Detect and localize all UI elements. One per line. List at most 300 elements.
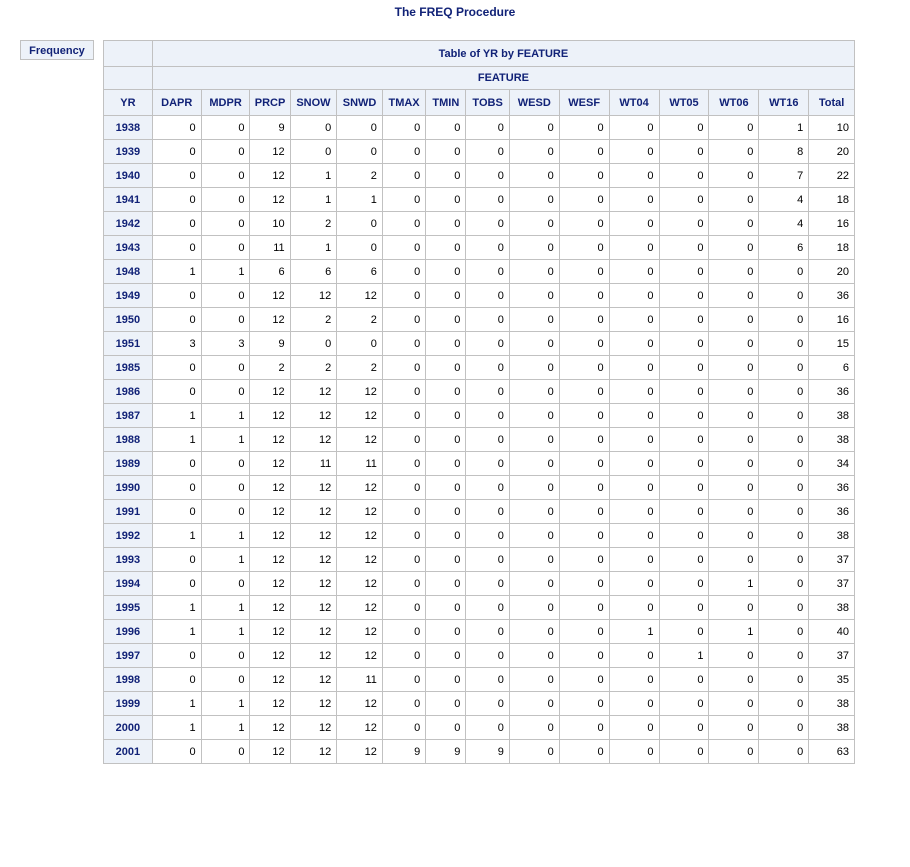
frequency-cell: 12 (337, 284, 383, 308)
frequency-cell: 6 (250, 260, 290, 284)
table-row (104, 428, 855, 452)
row-header-year: 1942 (104, 212, 153, 236)
frequency-cell: 1 (152, 524, 201, 548)
table-row (104, 596, 855, 620)
table-row (104, 572, 855, 596)
frequency-cell: 11 (290, 452, 337, 476)
frequency-cell: 0 (659, 356, 709, 380)
frequency-cell: 0 (759, 740, 809, 764)
frequency-cell: 0 (382, 356, 425, 380)
frequency-cell: 0 (659, 332, 709, 356)
frequency-cell: 0 (201, 476, 250, 500)
frequency-cell: 12 (250, 188, 290, 212)
frequency-cell: 0 (559, 548, 609, 572)
frequency-cell: 0 (759, 356, 809, 380)
frequency-cell: 12 (290, 668, 337, 692)
frequency-cell: 0 (559, 308, 609, 332)
frequency-cell: 0 (509, 452, 559, 476)
frequency-cell: 1 (152, 620, 201, 644)
frequency-cell: 0 (509, 428, 559, 452)
row-header-year: 1948 (104, 260, 153, 284)
frequency-cell: 0 (709, 692, 759, 716)
frequency-cell: 0 (426, 308, 466, 332)
column-header-wesd: WESD (509, 90, 559, 116)
frequency-cell: 0 (466, 428, 509, 452)
frequency-cell: 1 (152, 716, 201, 740)
table-row (104, 212, 855, 236)
column-header-wt16: WT16 (759, 90, 809, 116)
cell-legend-frequency: Frequency (20, 40, 94, 60)
frequency-cell: 0 (290, 332, 337, 356)
frequency-cell: 0 (382, 260, 425, 284)
frequency-cell: 12 (290, 716, 337, 740)
frequency-cell: 1 (659, 644, 709, 668)
frequency-cell: 0 (609, 164, 659, 188)
frequency-cell: 0 (609, 116, 659, 140)
table-row (104, 380, 855, 404)
table-row (104, 236, 855, 260)
frequency-cell: 6 (337, 260, 383, 284)
row-header-year: 2000 (104, 716, 153, 740)
frequency-cell: 0 (466, 164, 509, 188)
frequency-cell: 12 (250, 572, 290, 596)
frequency-cell: 0 (382, 668, 425, 692)
frequency-cell: 0 (201, 188, 250, 212)
frequency-cell: 12 (250, 740, 290, 764)
frequency-cell: 0 (201, 668, 250, 692)
frequency-cell: 0 (382, 548, 425, 572)
frequency-cell: 0 (509, 188, 559, 212)
frequency-cell: 0 (609, 500, 659, 524)
frequency-cell: 0 (559, 116, 609, 140)
frequency-cell: 0 (426, 116, 466, 140)
table-row (104, 188, 855, 212)
frequency-cell: 0 (709, 188, 759, 212)
frequency-cell: 0 (201, 500, 250, 524)
frequency-cell: 0 (509, 236, 559, 260)
frequency-cell: 0 (659, 380, 709, 404)
frequency-cell: 0 (466, 716, 509, 740)
frequency-cell: 0 (426, 188, 466, 212)
frequency-cell: 1 (290, 164, 337, 188)
frequency-cell: 0 (466, 668, 509, 692)
frequency-cell: 0 (337, 332, 383, 356)
frequency-cell: 6 (290, 260, 337, 284)
frequency-cell: 0 (290, 140, 337, 164)
frequency-cell: 0 (382, 332, 425, 356)
frequency-cell: 0 (426, 620, 466, 644)
frequency-cell: 12 (337, 740, 383, 764)
frequency-cell: 9 (466, 740, 509, 764)
frequency-cell: 2 (337, 164, 383, 188)
frequency-cell: 12 (337, 524, 383, 548)
frequency-cell: 0 (659, 116, 709, 140)
frequency-cell: 0 (466, 596, 509, 620)
frequency-cell: 0 (201, 356, 250, 380)
column-header-tobs: TOBS (466, 90, 509, 116)
frequency-cell: 0 (509, 476, 559, 500)
frequency-cell: 9 (382, 740, 425, 764)
frequency-cell: 0 (466, 548, 509, 572)
frequency-cell: 2 (337, 308, 383, 332)
frequency-cell: 12 (337, 428, 383, 452)
table-row (104, 620, 855, 644)
column-header-snwd: SNWD (337, 90, 383, 116)
frequency-cell: 0 (709, 260, 759, 284)
frequency-cell: 18 (809, 236, 855, 260)
frequency-cell: 0 (426, 524, 466, 548)
frequency-cell: 15 (809, 332, 855, 356)
row-header-year: 1998 (104, 668, 153, 692)
row-header-year: 1938 (104, 116, 153, 140)
table-row (104, 452, 855, 476)
frequency-cell: 0 (559, 716, 609, 740)
frequency-cell: 0 (382, 452, 425, 476)
frequency-cell: 0 (152, 308, 201, 332)
frequency-cell: 0 (382, 164, 425, 188)
frequency-cell: 0 (759, 548, 809, 572)
frequency-cell: 16 (809, 308, 855, 332)
frequency-cell: 0 (426, 428, 466, 452)
frequency-cell: 0 (759, 524, 809, 548)
column-header-wt05: WT05 (659, 90, 709, 116)
frequency-cell: 0 (382, 692, 425, 716)
frequency-cell: 0 (337, 236, 383, 260)
frequency-cell: 0 (382, 428, 425, 452)
frequency-cell: 0 (509, 668, 559, 692)
frequency-cell: 0 (609, 716, 659, 740)
row-header-year: 1941 (104, 188, 153, 212)
frequency-cell: 0 (152, 212, 201, 236)
frequency-cell: 63 (809, 740, 855, 764)
frequency-cell: 0 (382, 500, 425, 524)
frequency-cell: 0 (609, 428, 659, 452)
frequency-cell: 0 (466, 284, 509, 308)
row-header-year: 1950 (104, 308, 153, 332)
frequency-cell: 0 (152, 668, 201, 692)
frequency-cell: 0 (559, 212, 609, 236)
frequency-cell: 0 (509, 212, 559, 236)
frequency-cell: 0 (426, 500, 466, 524)
frequency-cell: 0 (466, 116, 509, 140)
frequency-cell: 0 (559, 236, 609, 260)
frequency-cell: 0 (509, 740, 559, 764)
column-header-snow: SNOW (290, 90, 337, 116)
frequency-cell: 1 (609, 620, 659, 644)
frequency-cell: 0 (466, 356, 509, 380)
frequency-cell: 0 (509, 620, 559, 644)
frequency-cell: 1 (201, 620, 250, 644)
row-header-year: 1996 (104, 620, 153, 644)
row-header-year: 1990 (104, 476, 153, 500)
frequency-cell: 0 (201, 308, 250, 332)
frequency-cell: 2 (290, 356, 337, 380)
frequency-cell: 0 (509, 596, 559, 620)
frequency-cell: 0 (152, 356, 201, 380)
frequency-cell: 0 (426, 380, 466, 404)
frequency-cell: 0 (609, 548, 659, 572)
frequency-cell: 0 (509, 260, 559, 284)
frequency-cell: 0 (201, 380, 250, 404)
frequency-cell: 0 (759, 308, 809, 332)
frequency-cell: 12 (337, 404, 383, 428)
frequency-cell: 0 (337, 116, 383, 140)
frequency-cell: 0 (609, 404, 659, 428)
frequency-cell: 0 (426, 356, 466, 380)
frequency-cell: 0 (759, 596, 809, 620)
frequency-cell: 0 (659, 308, 709, 332)
frequency-cell: 0 (426, 452, 466, 476)
frequency-cell: 0 (509, 164, 559, 188)
frequency-cell: 0 (426, 476, 466, 500)
frequency-cell: 0 (466, 644, 509, 668)
row-header-year: 1939 (104, 140, 153, 164)
frequency-cell: 12 (337, 572, 383, 596)
frequency-cell: 0 (709, 644, 759, 668)
frequency-cell: 20 (809, 140, 855, 164)
table-row (104, 476, 855, 500)
frequency-cell: 0 (466, 692, 509, 716)
frequency-cell: 0 (659, 164, 709, 188)
frequency-cell: 0 (509, 644, 559, 668)
frequency-cell: 0 (759, 380, 809, 404)
frequency-cell: 12 (337, 620, 383, 644)
row-header-year: 1989 (104, 452, 153, 476)
frequency-cell: 12 (250, 644, 290, 668)
column-header-tmax: TMAX (382, 90, 425, 116)
frequency-cell: 0 (382, 524, 425, 548)
column-header-mdpr: MDPR (201, 90, 250, 116)
frequency-cell: 0 (201, 452, 250, 476)
frequency-cell: 12 (337, 476, 383, 500)
frequency-cell: 0 (466, 380, 509, 404)
frequency-cell: 0 (152, 140, 201, 164)
column-header-wt04: WT04 (609, 90, 659, 116)
frequency-cell: 12 (290, 596, 337, 620)
frequency-cell: 12 (290, 644, 337, 668)
row-header-year: 1997 (104, 644, 153, 668)
frequency-cell: 0 (152, 740, 201, 764)
frequency-cell: 0 (609, 140, 659, 164)
frequency-cell: 12 (290, 500, 337, 524)
frequency-cell: 12 (250, 716, 290, 740)
frequency-cell: 0 (152, 236, 201, 260)
frequency-cell: 38 (809, 692, 855, 716)
frequency-cell: 0 (152, 548, 201, 572)
frequency-cell: 0 (426, 596, 466, 620)
frequency-cell: 0 (759, 284, 809, 308)
frequency-cell: 1 (201, 548, 250, 572)
table-row (104, 524, 855, 548)
frequency-cell: 11 (250, 236, 290, 260)
frequency-cell: 0 (659, 428, 709, 452)
frequency-cell: 0 (609, 476, 659, 500)
frequency-cell: 0 (709, 332, 759, 356)
frequency-cell: 0 (709, 356, 759, 380)
frequency-cell: 6 (759, 236, 809, 260)
frequency-cell: 0 (382, 380, 425, 404)
frequency-cell: 0 (659, 692, 709, 716)
frequency-cell: 12 (337, 500, 383, 524)
frequency-cell: 12 (290, 524, 337, 548)
frequency-cell: 0 (609, 452, 659, 476)
frequency-cell: 0 (559, 524, 609, 548)
frequency-cell: 0 (759, 452, 809, 476)
frequency-cell: 0 (609, 740, 659, 764)
frequency-cell: 0 (466, 500, 509, 524)
frequency-cell: 1 (290, 188, 337, 212)
row-header-year: 2001 (104, 740, 153, 764)
frequency-cell: 12 (290, 380, 337, 404)
frequency-cell: 0 (426, 716, 466, 740)
frequency-cell: 0 (709, 596, 759, 620)
frequency-cell: 0 (759, 260, 809, 284)
frequency-cell: 12 (250, 404, 290, 428)
frequency-cell: 2 (290, 212, 337, 236)
frequency-cell: 37 (809, 548, 855, 572)
row-header-year: 1987 (104, 404, 153, 428)
frequency-cell: 0 (709, 524, 759, 548)
frequency-cell: 12 (250, 548, 290, 572)
frequency-cell: 0 (559, 428, 609, 452)
frequency-cell: 0 (709, 404, 759, 428)
frequency-cell: 0 (509, 548, 559, 572)
frequency-cell: 0 (559, 596, 609, 620)
frequency-cell: 12 (337, 548, 383, 572)
row-header-year: 1995 (104, 596, 153, 620)
frequency-cell: 0 (709, 140, 759, 164)
frequency-cell: 0 (659, 572, 709, 596)
frequency-cell: 0 (152, 644, 201, 668)
frequency-cell: 0 (509, 380, 559, 404)
frequency-cell: 36 (809, 476, 855, 500)
frequency-cell: 20 (809, 260, 855, 284)
row-header-year: 1986 (104, 380, 153, 404)
frequency-cell: 1 (709, 620, 759, 644)
frequency-cell: 0 (152, 476, 201, 500)
frequency-cell: 34 (809, 452, 855, 476)
frequency-cell: 0 (709, 380, 759, 404)
frequency-cell: 37 (809, 572, 855, 596)
frequency-cell: 12 (290, 572, 337, 596)
frequency-cell: 1 (152, 596, 201, 620)
frequency-cell: 1 (201, 260, 250, 284)
frequency-cell: 0 (609, 356, 659, 380)
frequency-cell: 0 (709, 212, 759, 236)
frequency-cell: 12 (250, 596, 290, 620)
frequency-cell: 0 (559, 140, 609, 164)
frequency-cell: 12 (250, 620, 290, 644)
frequency-cell: 1 (337, 188, 383, 212)
frequency-cell: 0 (466, 404, 509, 428)
frequency-cell: 0 (559, 740, 609, 764)
frequency-cell: 0 (426, 332, 466, 356)
frequency-cell: 0 (152, 116, 201, 140)
frequency-cell: 0 (659, 476, 709, 500)
frequency-cell: 0 (609, 308, 659, 332)
frequency-cell: 12 (250, 284, 290, 308)
frequency-cell: 18 (809, 188, 855, 212)
frequency-cell: 0 (426, 284, 466, 308)
frequency-cell: 0 (466, 188, 509, 212)
table-row (104, 356, 855, 380)
frequency-cell: 12 (337, 692, 383, 716)
table-row (104, 548, 855, 572)
frequency-cell: 0 (659, 236, 709, 260)
frequency-cell: 0 (152, 572, 201, 596)
frequency-cell: 0 (609, 212, 659, 236)
frequency-cell: 0 (759, 404, 809, 428)
frequency-cell: 0 (559, 164, 609, 188)
frequency-cell: 0 (426, 404, 466, 428)
frequency-cell: 0 (659, 620, 709, 644)
frequency-cell: 0 (382, 212, 425, 236)
frequency-cell: 0 (559, 452, 609, 476)
frequency-cell: 0 (152, 164, 201, 188)
frequency-cell: 4 (759, 188, 809, 212)
table-row (104, 716, 855, 740)
frequency-cell: 12 (290, 740, 337, 764)
frequency-cell: 38 (809, 596, 855, 620)
frequency-cell: 4 (759, 212, 809, 236)
frequency-cell: 0 (559, 356, 609, 380)
frequency-cell: 0 (559, 404, 609, 428)
row-header-year: 1999 (104, 692, 153, 716)
frequency-cell: 0 (382, 188, 425, 212)
column-header-wt06: WT06 (709, 90, 759, 116)
frequency-cell: 0 (659, 596, 709, 620)
frequency-cell: 0 (382, 476, 425, 500)
frequency-cell: 0 (659, 260, 709, 284)
frequency-cell: 12 (250, 668, 290, 692)
row-header-year: 1940 (104, 164, 153, 188)
frequency-cell: 12 (337, 716, 383, 740)
frequency-cell: 0 (382, 116, 425, 140)
frequency-cell: 12 (290, 428, 337, 452)
table-row (104, 308, 855, 332)
table-row (104, 644, 855, 668)
frequency-cell: 1 (152, 428, 201, 452)
frequency-cell: 38 (809, 716, 855, 740)
frequency-cell: 0 (609, 380, 659, 404)
frequency-cell: 6 (809, 356, 855, 380)
frequency-cell: 0 (709, 716, 759, 740)
frequency-cell: 8 (759, 140, 809, 164)
frequency-cell: 0 (659, 452, 709, 476)
frequency-cell: 0 (466, 620, 509, 644)
row-header-year: 1992 (104, 524, 153, 548)
frequency-cell: 12 (290, 284, 337, 308)
frequency-cell: 0 (559, 260, 609, 284)
table-row (104, 332, 855, 356)
frequency-cell: 12 (337, 380, 383, 404)
frequency-cell: 0 (509, 284, 559, 308)
frequency-cell: 0 (382, 404, 425, 428)
table-row (104, 140, 855, 164)
table-row (104, 740, 855, 764)
frequency-cell: 0 (709, 308, 759, 332)
frequency-cell: 0 (609, 260, 659, 284)
frequency-cell: 0 (382, 308, 425, 332)
frequency-cell: 38 (809, 428, 855, 452)
frequency-cell: 0 (509, 692, 559, 716)
frequency-cell: 0 (559, 380, 609, 404)
frequency-cell: 38 (809, 524, 855, 548)
column-header-total: Total (809, 90, 855, 116)
frequency-cell: 0 (382, 236, 425, 260)
frequency-cell: 0 (382, 644, 425, 668)
frequency-cell: 3 (152, 332, 201, 356)
